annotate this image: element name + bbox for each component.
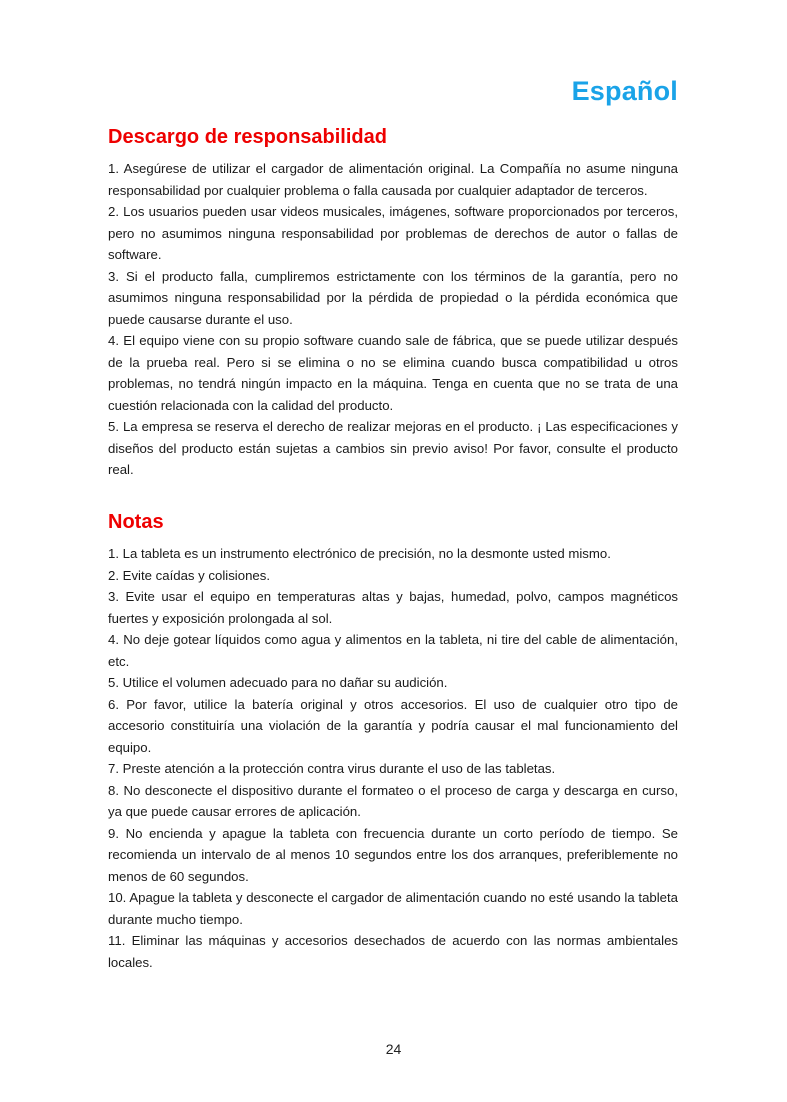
- page-number: 24: [385, 1041, 402, 1057]
- note-item: 1. La tableta es un instrumento electrónico de precisión, no la desmonte usted mismo.: [108, 546, 611, 561]
- note-item: 4. No deje gotear líquidos como agua y alimentos en la tableta, ni tire del cable de alimentación, etc.: [108, 632, 678, 669]
- disclaimer-section: [108, 124, 678, 481]
- disclaimer-item: 3. Si el producto falla, cumpliremos estrictamente con los términos de la garantía, pero no asumimos ninguna responsabilidad por la pérdida de propiedad o la pérdida económica que puede causarse durante el uso.: [108, 268, 678, 327]
- disclaimer-item: 2. Los usuarios pueden usar videos musicales, imágenes, software proporcionados por terceros, pero no asumimos ninguna responsabilidad por problemas de derechos de autor o fallas de software.: [108, 204, 678, 262]
- language-title: Español: [571, 76, 678, 106]
- note-item: 9. No encienda y apague la tableta con frecuencia durante un corto período de tiempo. Se recomienda un intervalo de al menos 10 segundos entre los dos arranques, preferiblemente no menos de 60 segundos.: [108, 825, 678, 884]
- note-item: 8. No desconecte el dispositivo durante el formateo o el proceso de carga y descarga en curso, ya que puede causar errores de aplicación.: [108, 782, 678, 819]
- note-item: 2. Evite caídas y colisiones.: [108, 567, 270, 583]
- note-item: 5. Utilice el volumen adecuado para no dañar su audición.: [108, 675, 448, 690]
- disclaimer-heading: Descargo de responsabilidad: [108, 126, 387, 148]
- note-item: 6. Por favor, utilice la batería original y otros accesorios. El uso de cualquier otro tipo de accesorio constituiría una violación de la garantía y podría causar el mal funcionamiento del equipo.: [108, 696, 678, 755]
- disclaimer-item: 4. El equipo viene con su propio software cuando sale de fábrica, que se puede utilizar después de la prueba real. Pero si se elimina o no se elimina cuando busca compatibilidad u otros problemas, no tendrá ningún impacto en la máquina. Tenga en cuenta que no se trata de una cuestión relacionada con la calidad del producto.: [108, 333, 678, 413]
- disclaimer-item: 1. Asegúrese de utilizar el cargador de alimentación original. La Compañía no asume ninguna responsabilidad por cualquier problema o falla causada por cualquier adaptador de terceros.: [108, 161, 678, 198]
- note-item: 10. Apague la tableta y desconecte el cargador de alimentación cuando no esté usando la tableta durante mucho tiempo.: [108, 890, 678, 927]
- notes-heading: Notas: [108, 511, 164, 533]
- note-item: 3. Evite usar el equipo en temperaturas altas y bajas, humedad, polvo, campos magnéticos fuertes y exposición prolongada al sol.: [108, 589, 678, 626]
- notes-section: [108, 509, 678, 973]
- disclaimer-item: 5. La empresa se reserva el derecho de realizar mejoras en el producto. ¡ Las especificaciones y diseños del producto están sujetas a cambios sin previo aviso! Por favor, consulte el producto real.: [108, 419, 678, 477]
- note-item: 7. Preste atención a la protección contra virus durante el uso de las tabletas.: [108, 761, 556, 776]
- note-item: 11. Eliminar las máquinas y accesorios desechados de acuerdo con las normas ambientales locales.: [108, 933, 678, 970]
